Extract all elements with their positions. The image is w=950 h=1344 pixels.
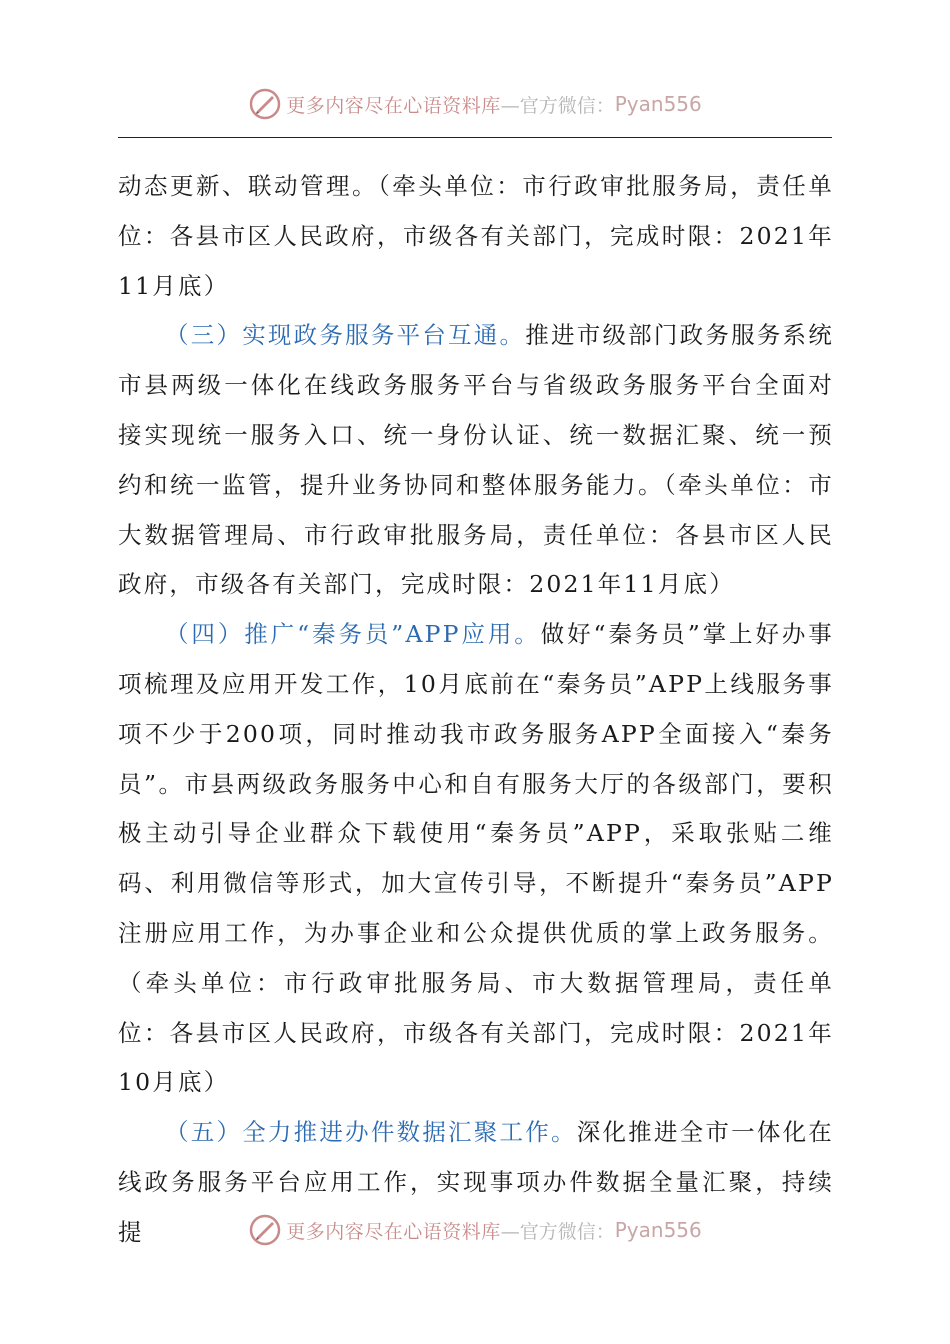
- section-heading: （四）推广“秦务员”APP应用。: [165, 620, 541, 649]
- paragraph-text: 做好“秦务员”掌上好办事项梳理及应用开发工作，10月底前在“秦务员”APP上线服务事项不少于200项，同时推动我市政务服务APP全面接入“秦务员”。市县两级政务服务中心和自有服务大厅的各级部门，要积极主动引导企业群众下载使用“秦务员”APP，采取张贴二维码、利用微信等形式，加大宣传引导，不断提升“秦务员”APP注册应用工作，为办事企业和公众提供优质的掌上政务服务。（牵头单位：市行政审批服务局、市大数据管理局，责任单位：各县市区人民政府，市级各有关部门，完成时限：2021年10月底）: [118, 620, 834, 1097]
- watermark-wechat-id: Pyan556: [614, 1218, 702, 1242]
- watermark-main-text: 更多内容尽在心语资料库: [286, 94, 501, 117]
- document-body: [118, 162, 834, 1258]
- paragraph-section-4: [118, 610, 834, 1108]
- quill-logo-icon: [248, 1213, 282, 1247]
- paragraph-section-3: [118, 311, 834, 610]
- watermark-rest-text: —官方微信：: [500, 94, 615, 117]
- header-watermark: [0, 82, 950, 126]
- section-heading: （五）全力推进办件数据汇聚工作。: [165, 1118, 577, 1147]
- paragraph-continuation: [118, 162, 834, 311]
- paragraph-text: 深化推进全市一体化在线政务服务平台应用工作，实现事项办件数据全量汇聚，持续提: [118, 1118, 835, 1246]
- footer-watermark: [0, 1208, 950, 1252]
- watermark-wechat-id: Pyan556: [614, 92, 702, 116]
- header-rule: [118, 137, 832, 138]
- section-heading: （三）实现政务服务平台互通。: [165, 321, 526, 350]
- paragraph-text: 动态更新、联动管理。（牵头单位：市行政审批服务局，责任单位：各县市区人民政府，市级各有关部门，完成时限：2021年11月底）: [118, 172, 834, 300]
- watermark-rest-text: —官方微信：: [500, 1220, 615, 1243]
- watermark-main-text: 更多内容尽在心语资料库: [286, 1220, 501, 1243]
- paragraph-text: 推进市级部门政务服务系统市县两级一体化在线政务服务平台与省级政务服务平台全面对接实现统一服务入口、统一身份认证、统一数据汇聚、统一预约和统一监管，提升业务协同和整体服务能力。（牵头单位：市大数据管理局、市行政审批服务局，责任单位：各县市区人民政府，市级各有关部门，完成时限：2021年11月底）: [118, 321, 834, 599]
- quill-logo-icon: [248, 87, 282, 121]
